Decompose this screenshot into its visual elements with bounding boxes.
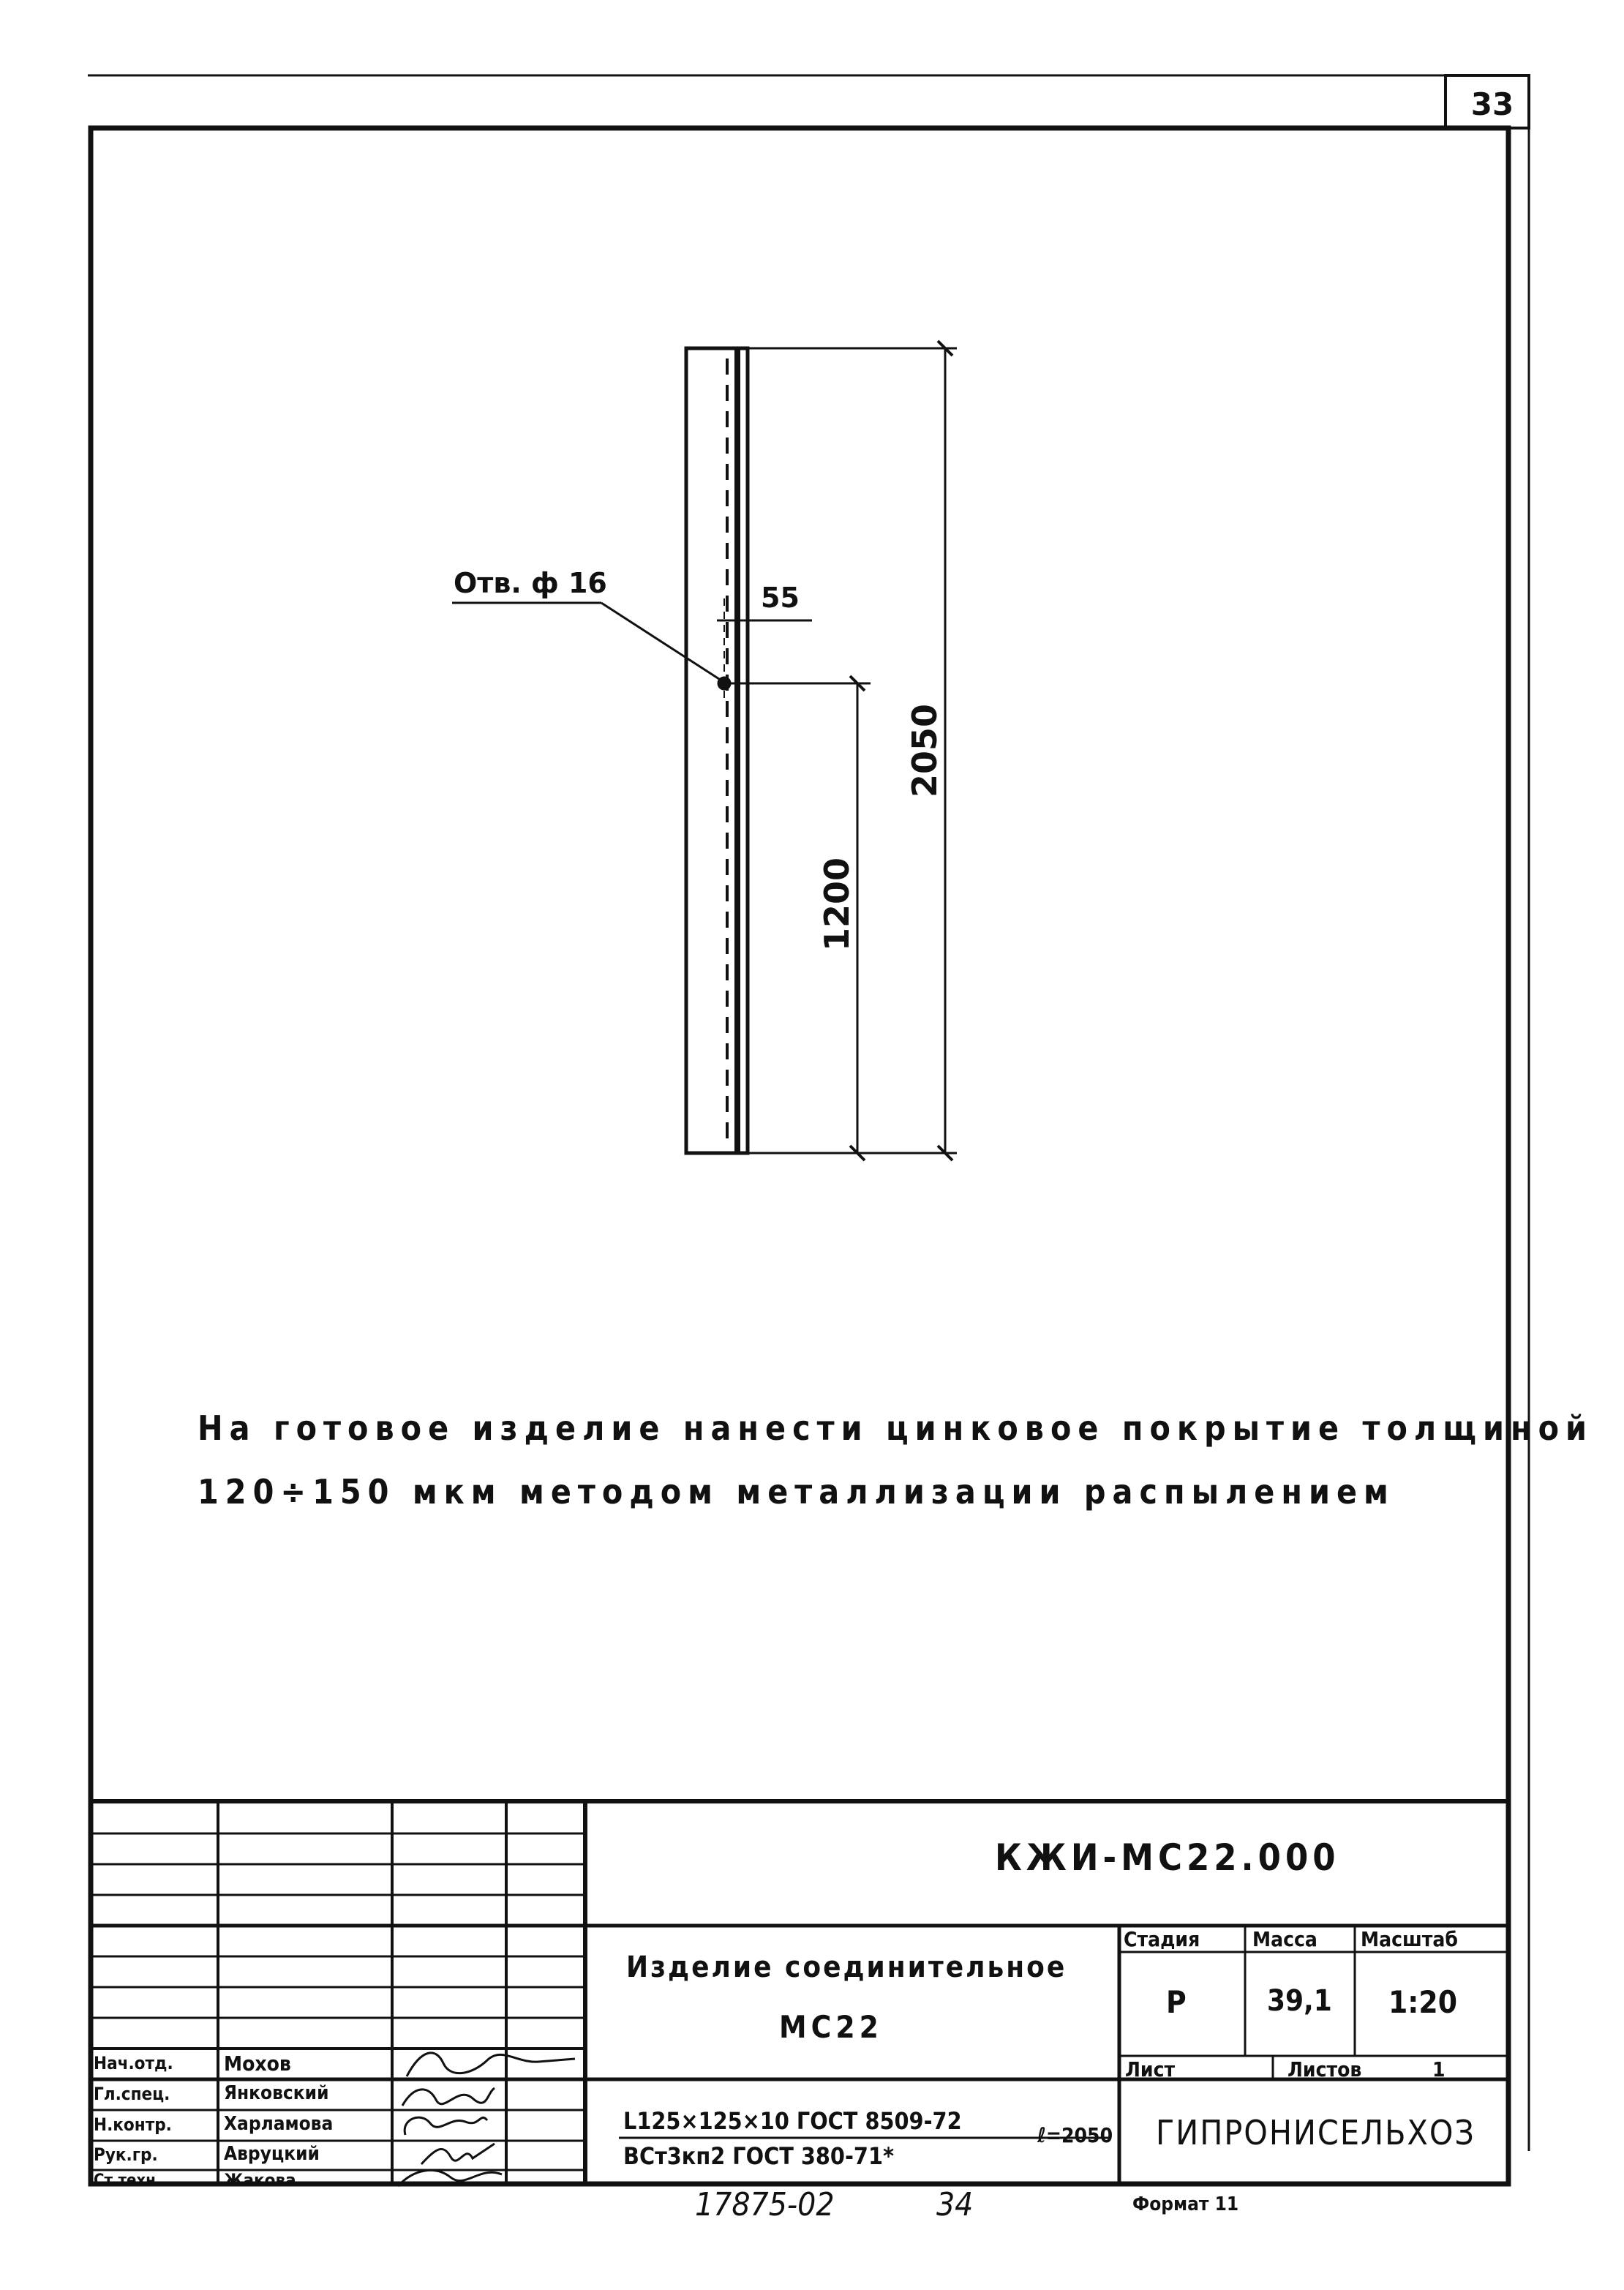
name-chief-specialist: Янковский: [224, 2082, 329, 2104]
role-head-of-dept: Нач.отд.: [94, 2053, 173, 2073]
sheets-label: Листов: [1287, 2057, 1362, 2081]
signature-marks: [392, 2034, 597, 2188]
coating-note-line-2: 120÷150 мкм методом металлизации распылением: [198, 1472, 1395, 1512]
name-head-of-dept: Мохов: [224, 2051, 291, 2076]
hole-label: Отв. ф 16: [454, 567, 607, 599]
paper-format: Формат 11: [1132, 2193, 1239, 2215]
material-length: ℓ=2050: [1037, 2123, 1113, 2147]
stage-header: Стадия: [1124, 1927, 1200, 1951]
role-chief-specialist: Гл.спец.: [94, 2084, 170, 2104]
mass-value: 39,1: [1267, 1984, 1332, 2018]
role-norm-control: Н.контр.: [94, 2114, 172, 2135]
drawing-designation: КЖИ-МС22.000: [995, 1836, 1340, 1879]
sheet-number: 33: [1470, 86, 1514, 122]
mass-header: Масса: [1252, 1927, 1317, 1951]
dimension-text-1200: 1200: [817, 857, 857, 952]
name-group-leader: Авруцкий: [224, 2143, 320, 2165]
material-profile: L125×125×10 ГОСТ 8509-72: [623, 2107, 962, 2135]
material-grade: ВСт3кп2 ГОСТ 380-71*: [623, 2142, 895, 2170]
organization-name: ГИПРОНИСЕЛЬХОЗ: [1156, 2113, 1475, 2152]
signature-head-of-dept: [407, 2053, 575, 2076]
signature-senior-technician: [398, 2170, 502, 2186]
role-senior-technician: Ст.техн.: [94, 2171, 162, 2190]
dimension-text-2050: 2050: [905, 703, 944, 798]
dimension-text-55: 55: [761, 582, 800, 614]
page-number: 34: [936, 2186, 974, 2223]
name-norm-control: Харламова: [224, 2113, 334, 2135]
stage-value: Р: [1166, 1984, 1187, 2020]
part-name-line-1: Изделие соединительное: [626, 1951, 1067, 1984]
archive-number: 17875-02: [695, 2186, 835, 2223]
leader-line: [601, 603, 721, 680]
part-drawing: [452, 341, 957, 1160]
scale-header: Масштаб: [1361, 1927, 1458, 1951]
coating-note-line-1: На готовое изделие нанести цинковое покрытие толщиной: [198, 1408, 1594, 1448]
role-group-leader: Рук.гр.: [94, 2144, 158, 2165]
sheet-label: Лист: [1125, 2057, 1176, 2081]
part-name-line-2: МС22: [779, 2009, 883, 2045]
signature-group-leader: [421, 2144, 495, 2164]
scale-value: 1:20: [1388, 1984, 1457, 2020]
signature-norm-control: [405, 2117, 487, 2135]
sheets-count: 1: [1432, 2057, 1446, 2081]
name-senior-technician: Жакова: [224, 2170, 296, 2190]
signature-chief-specialist: [402, 2088, 495, 2106]
